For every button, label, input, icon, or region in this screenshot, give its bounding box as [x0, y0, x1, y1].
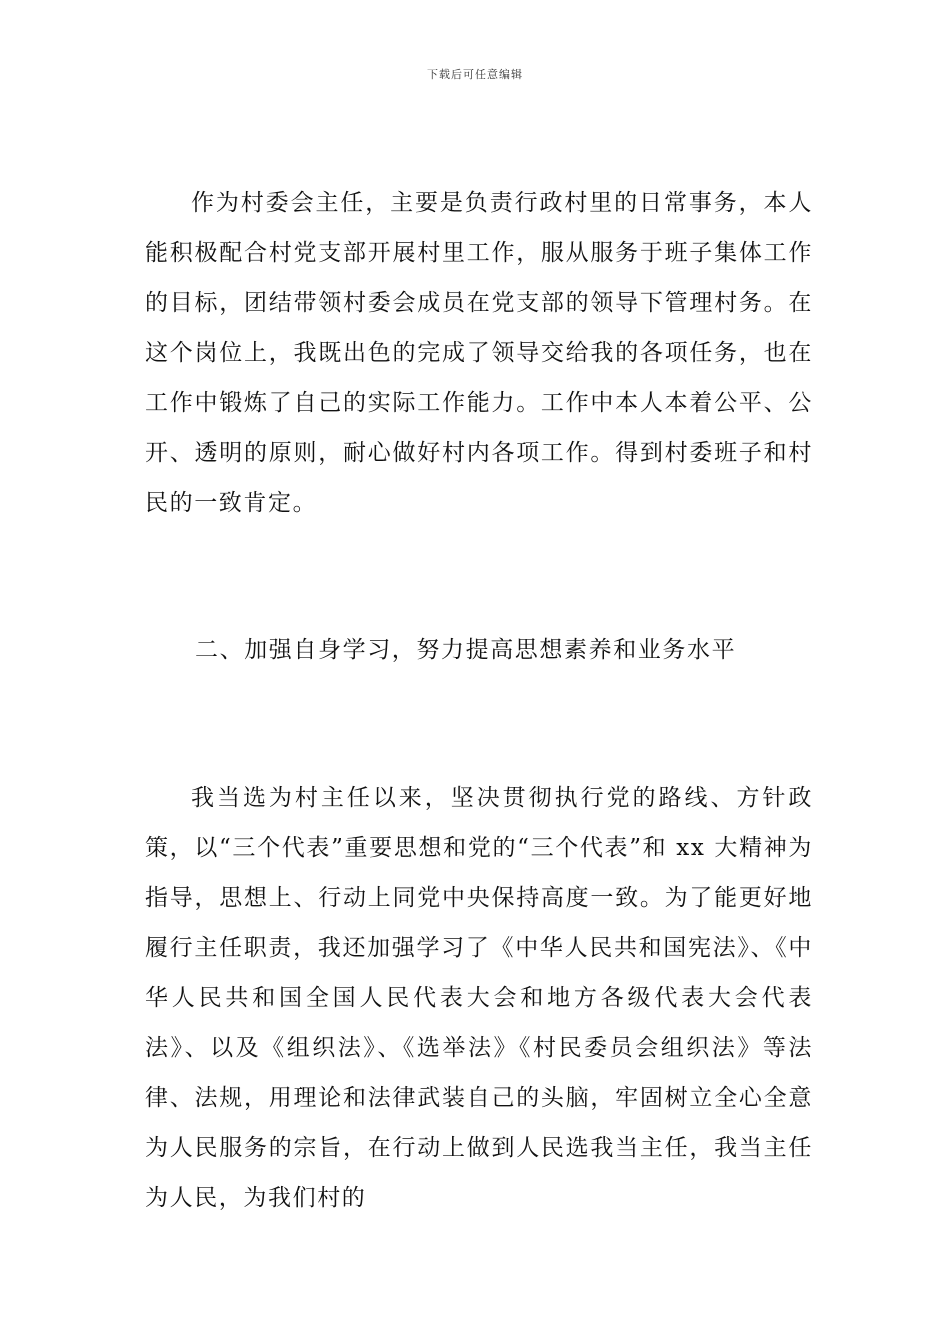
- paragraph-duties: 作为村委会主任，主要是负责行政村里的日常事务，本人能积极配合村党支部开展村里工作，服从服务于班子集体工作的目标，团结带领村委会成员在党支部的领导下管理村务。在这个岗位上，我既出色的完成了领导交给我的各项任务，也在工作中锻炼了自己的实际工作能力。工作中本人本着公平、公开、透明的原则，耐心做好村内各项工作。得到村委班子和村民的一致肯定。: [145, 190, 813, 516]
- header-note: 下载后可任意编辑: [427, 68, 523, 81]
- section-heading-study: 二、加强自身学习，努力提高思想素养和业务水平: [195, 637, 737, 663]
- paragraph-study: 我当选为村主任以来，坚决贯彻执行党的路线、方针政策，以“三个代表”重要思想和党的“三个代表”和 xx 大精神为指导，思想上、行动上同党中央保持高度一致。为了能更好地履行主任职责，我还加强学习了《中华人民共和国宪法》、《中华人民共和国全国人民代表大会和地方各级代表大会代表法》、以及《组织法》、《选举法》《村民委员会组织法》等法律、法规，用理论和法律武装自己的头脑，牢固树立全心全意为人民服务的宗旨，在行动上做到人民选我当主任，我当主任为人民，为我们村的: [145, 785, 813, 1211]
